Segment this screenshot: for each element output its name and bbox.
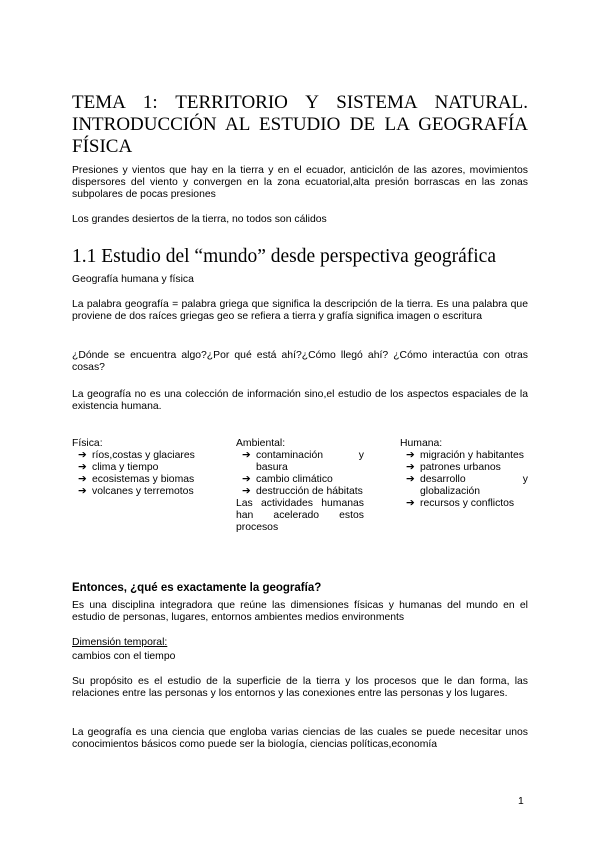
list-item: ➔ desarrollo y globalización <box>406 474 528 497</box>
column-fisica <box>72 438 200 498</box>
arrow-icon: ➔ <box>406 450 415 461</box>
deserts-paragraph: Los grandes desiertos de la tierra, no todos son cálidos <box>72 214 327 225</box>
list <box>236 450 364 498</box>
section-heading: 1.1 Estudio del “mundo” desde perspectiva geográfica <box>72 246 496 267</box>
subtitle: Geografía humana y física <box>72 274 194 285</box>
intro-paragraph: Presiones y vientos que hay en la tierra y en el ecuador, anticiclón de las azores, movimientos dispersores del viento y convergen en la zona ecuatorial,alta presión borrascas en las zonas subpolares de pocas presiones <box>72 165 528 200</box>
list-item: ➔ destrucción de hábitats <box>242 486 363 497</box>
list-item: ➔ volcanes y terremotos <box>78 486 194 497</box>
column-heading: Física: <box>72 438 103 449</box>
page-title: TEMA 1: TERRITORIO Y SISTEMA NATURAL. INTRODUCCIÓN AL ESTUDIO DE LA GEOGRAFÍA FÍSICA <box>72 92 528 157</box>
page-number: 1 <box>518 796 524 807</box>
list-item: ➔ contaminación y basura <box>242 450 364 473</box>
arrow-icon: ➔ <box>406 474 415 485</box>
questions-paragraph: ¿Dónde se encuentra algo?¿Por qué está ahí?¿Cómo llegó ahí? ¿Cómo interactúa con otras cosas? <box>72 350 528 373</box>
list-item: ➔ ecosistemas y biomas <box>78 474 195 485</box>
arrow-icon: ➔ <box>78 450 87 461</box>
arrow-icon: ➔ <box>242 486 251 497</box>
column-humana <box>400 438 528 510</box>
arrow-icon: ➔ <box>406 462 415 473</box>
temporal-text: cambios con el tiempo <box>72 651 176 662</box>
arrow-icon: ➔ <box>78 474 87 485</box>
list-item: ➔ ríos,costas y glaciares <box>78 450 195 461</box>
science-paragraph: La geografía es una ciencia que engloba varias ciencias de las cuales se puede necesitar unos conocimientos básicos como puede ser la biología, ciencias políticas,economía <box>72 727 528 750</box>
column-heading: Humana: <box>400 438 443 449</box>
definition-intro-paragraph: La geografía no es una colección de información sino,el estudio de los aspectos espaciales de la existencia humana. <box>72 389 528 412</box>
list-item: ➔ cambio climático <box>242 474 333 485</box>
arrow-icon: ➔ <box>242 450 251 461</box>
list-item: ➔ patrones urbanos <box>406 462 501 473</box>
purpose-paragraph: Su propósito es el estudio de la superficie de la tierra y los procesos que le dan forma, las relaciones entre las personas y los entornos y las conexiones entre las personas y los lugares. <box>72 676 528 699</box>
definition-paragraph: Es una disciplina integradora que reúne las dimensiones físicas y humanas del mundo en el estudio de personas, lugares, entornos ambientes medios environments <box>72 600 528 623</box>
column-note: Las actividades humanas han acelerado estos procesos <box>236 498 364 533</box>
list <box>400 450 528 510</box>
column-ambiental <box>236 438 364 534</box>
arrow-icon: ➔ <box>242 474 251 485</box>
list-item: ➔ recursos y conflictos <box>406 498 515 509</box>
temporal-label: Dimensión temporal: <box>72 637 168 648</box>
etymology-paragraph: La palabra geografía = palabra griega que significa la descripción de la tierra. Es una palabra que proviene de dos raíces griegas geo se refiera a tierra y grafía significa imagen o escritura <box>72 299 528 322</box>
column-heading: Ambiental: <box>236 438 286 449</box>
list-item: ➔ clima y tiempo <box>78 462 159 473</box>
question-heading: Entonces, ¿qué es exactamente la geografía? <box>72 582 322 594</box>
arrow-icon: ➔ <box>78 486 87 497</box>
arrow-icon: ➔ <box>406 498 415 509</box>
list-item: ➔ migración y habitantes <box>406 450 524 461</box>
list <box>72 450 200 498</box>
arrow-icon: ➔ <box>78 462 87 473</box>
